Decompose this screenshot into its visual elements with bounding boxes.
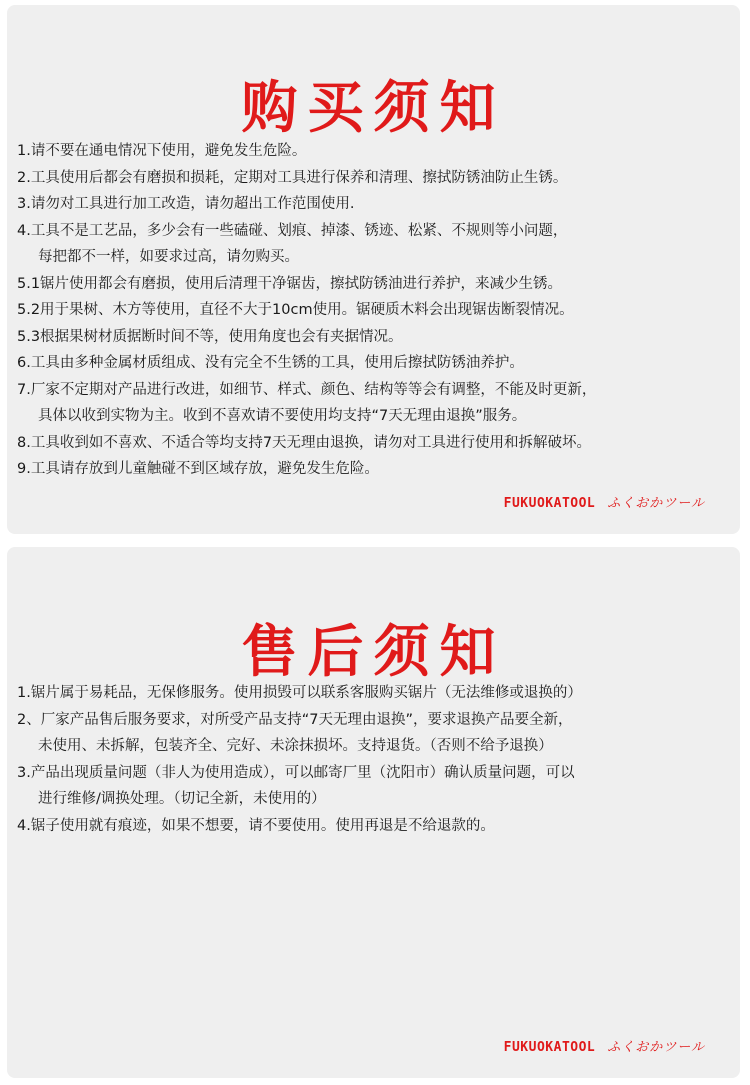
- aftersale-note-4: 4.锯子使用就有痕迹，如果不想要，请不要使用。使用再退是不给退款的。: [17, 817, 495, 834]
- brand-signature: [504, 492, 705, 511]
- purchase-note-2: 2.工具使用后都会有磨损和损耗，定期对工具进行保养和清理、擦拭防锈油防止生锈。: [17, 169, 568, 186]
- purchase-note-5-3: 5.3根据果树材质据断时间不等，使用角度也会有夹据情况。: [17, 328, 403, 345]
- aftersale-note-2-continued: 未使用、未拆解，包装齐全、完好、未涂抹损坏。支持退货。（否则不给予退换）: [38, 738, 553, 754]
- brand-name-jp: ふくおかツール: [607, 496, 705, 511]
- brand-name-jp: ふくおかツール: [607, 1040, 705, 1055]
- aftersale-notice-list: [17, 680, 730, 839]
- purchase-note-3: 3.请勿对工具进行加工改造，请勿超出工作范围使用.: [17, 196, 355, 212]
- purchase-note-5-1: 5.1锯片使用都会有磨损，使用后清理干净锯齿，擦拭防锈油进行养护，来减少生锈。: [17, 275, 563, 292]
- purchase-note-1: 1.请不要在通电情况下使用，避免发生危险。: [17, 143, 307, 159]
- brand-name-en: FUKUOKATOOL: [503, 496, 596, 511]
- purchase-note-9: 9.工具请存放到儿童触碰不到区域存放，避免发生危险。: [17, 461, 379, 477]
- brand-signature: [504, 1036, 705, 1055]
- aftersale-notice-title: 售后须知: [241, 619, 506, 685]
- purchase-note-4: 4.工具不是工艺品，多少会有一些磕碰、划痕、掉漆、锈迹、松紧、不规则等小问题，: [17, 222, 568, 239]
- purchase-note-4-continued: 每把都不一样，如要求过高，请勿购买。: [38, 249, 299, 265]
- purchase-notice-panel: [7, 5, 740, 534]
- purchase-note-5-2: 5.2用于果树、木方等使用，直径不大于10cm使用。锯硬质木料会出现锯齿断裂情况。: [17, 302, 574, 318]
- aftersale-note-3-continued: 进行维修/调换处理。（切记全新，未使用的）: [38, 791, 326, 807]
- aftersale-note-1: 1.锯片属于易耗品，无保修服务。使用损毁可以联系客服购买锯片（无法维修或退换的）: [17, 685, 582, 701]
- aftersale-note-2: 2、厂家产品售后服务要求，对所受产品支持“7天无理由退换”，要求退换产品要全新，: [17, 711, 573, 728]
- purchase-note-8: 8.工具收到如不喜欢、不适合等均支持7天无理由退换，请勿对工具进行使用和拆解破坏。: [17, 434, 592, 451]
- purchase-notice-list: [17, 138, 730, 483]
- aftersale-note-3: 3.产品出现质量问题（非人为使用造成），可以邮寄厂里（沈阳市）确认质量问题，可以: [17, 764, 575, 781]
- purchase-note-7: 7.厂家不定期对产品进行改进，如细节、样式、颜色、结构等等会有调整，不能及时更新，: [17, 381, 597, 398]
- brand-name-en: FUKUOKATOOL: [503, 1040, 596, 1055]
- purchase-note-7-continued: 具体以收到实物为主。收到不喜欢请不要使用均支持“7天无理由退换”服务。: [38, 408, 527, 424]
- purchase-note-6: 6.工具由多种金属材质组成、没有完全不生锈的工具，使用后擦拭防锈油养护。: [17, 355, 524, 371]
- aftersale-notice-panel: [7, 547, 740, 1078]
- purchase-notice-title: 购买须知: [241, 75, 506, 141]
